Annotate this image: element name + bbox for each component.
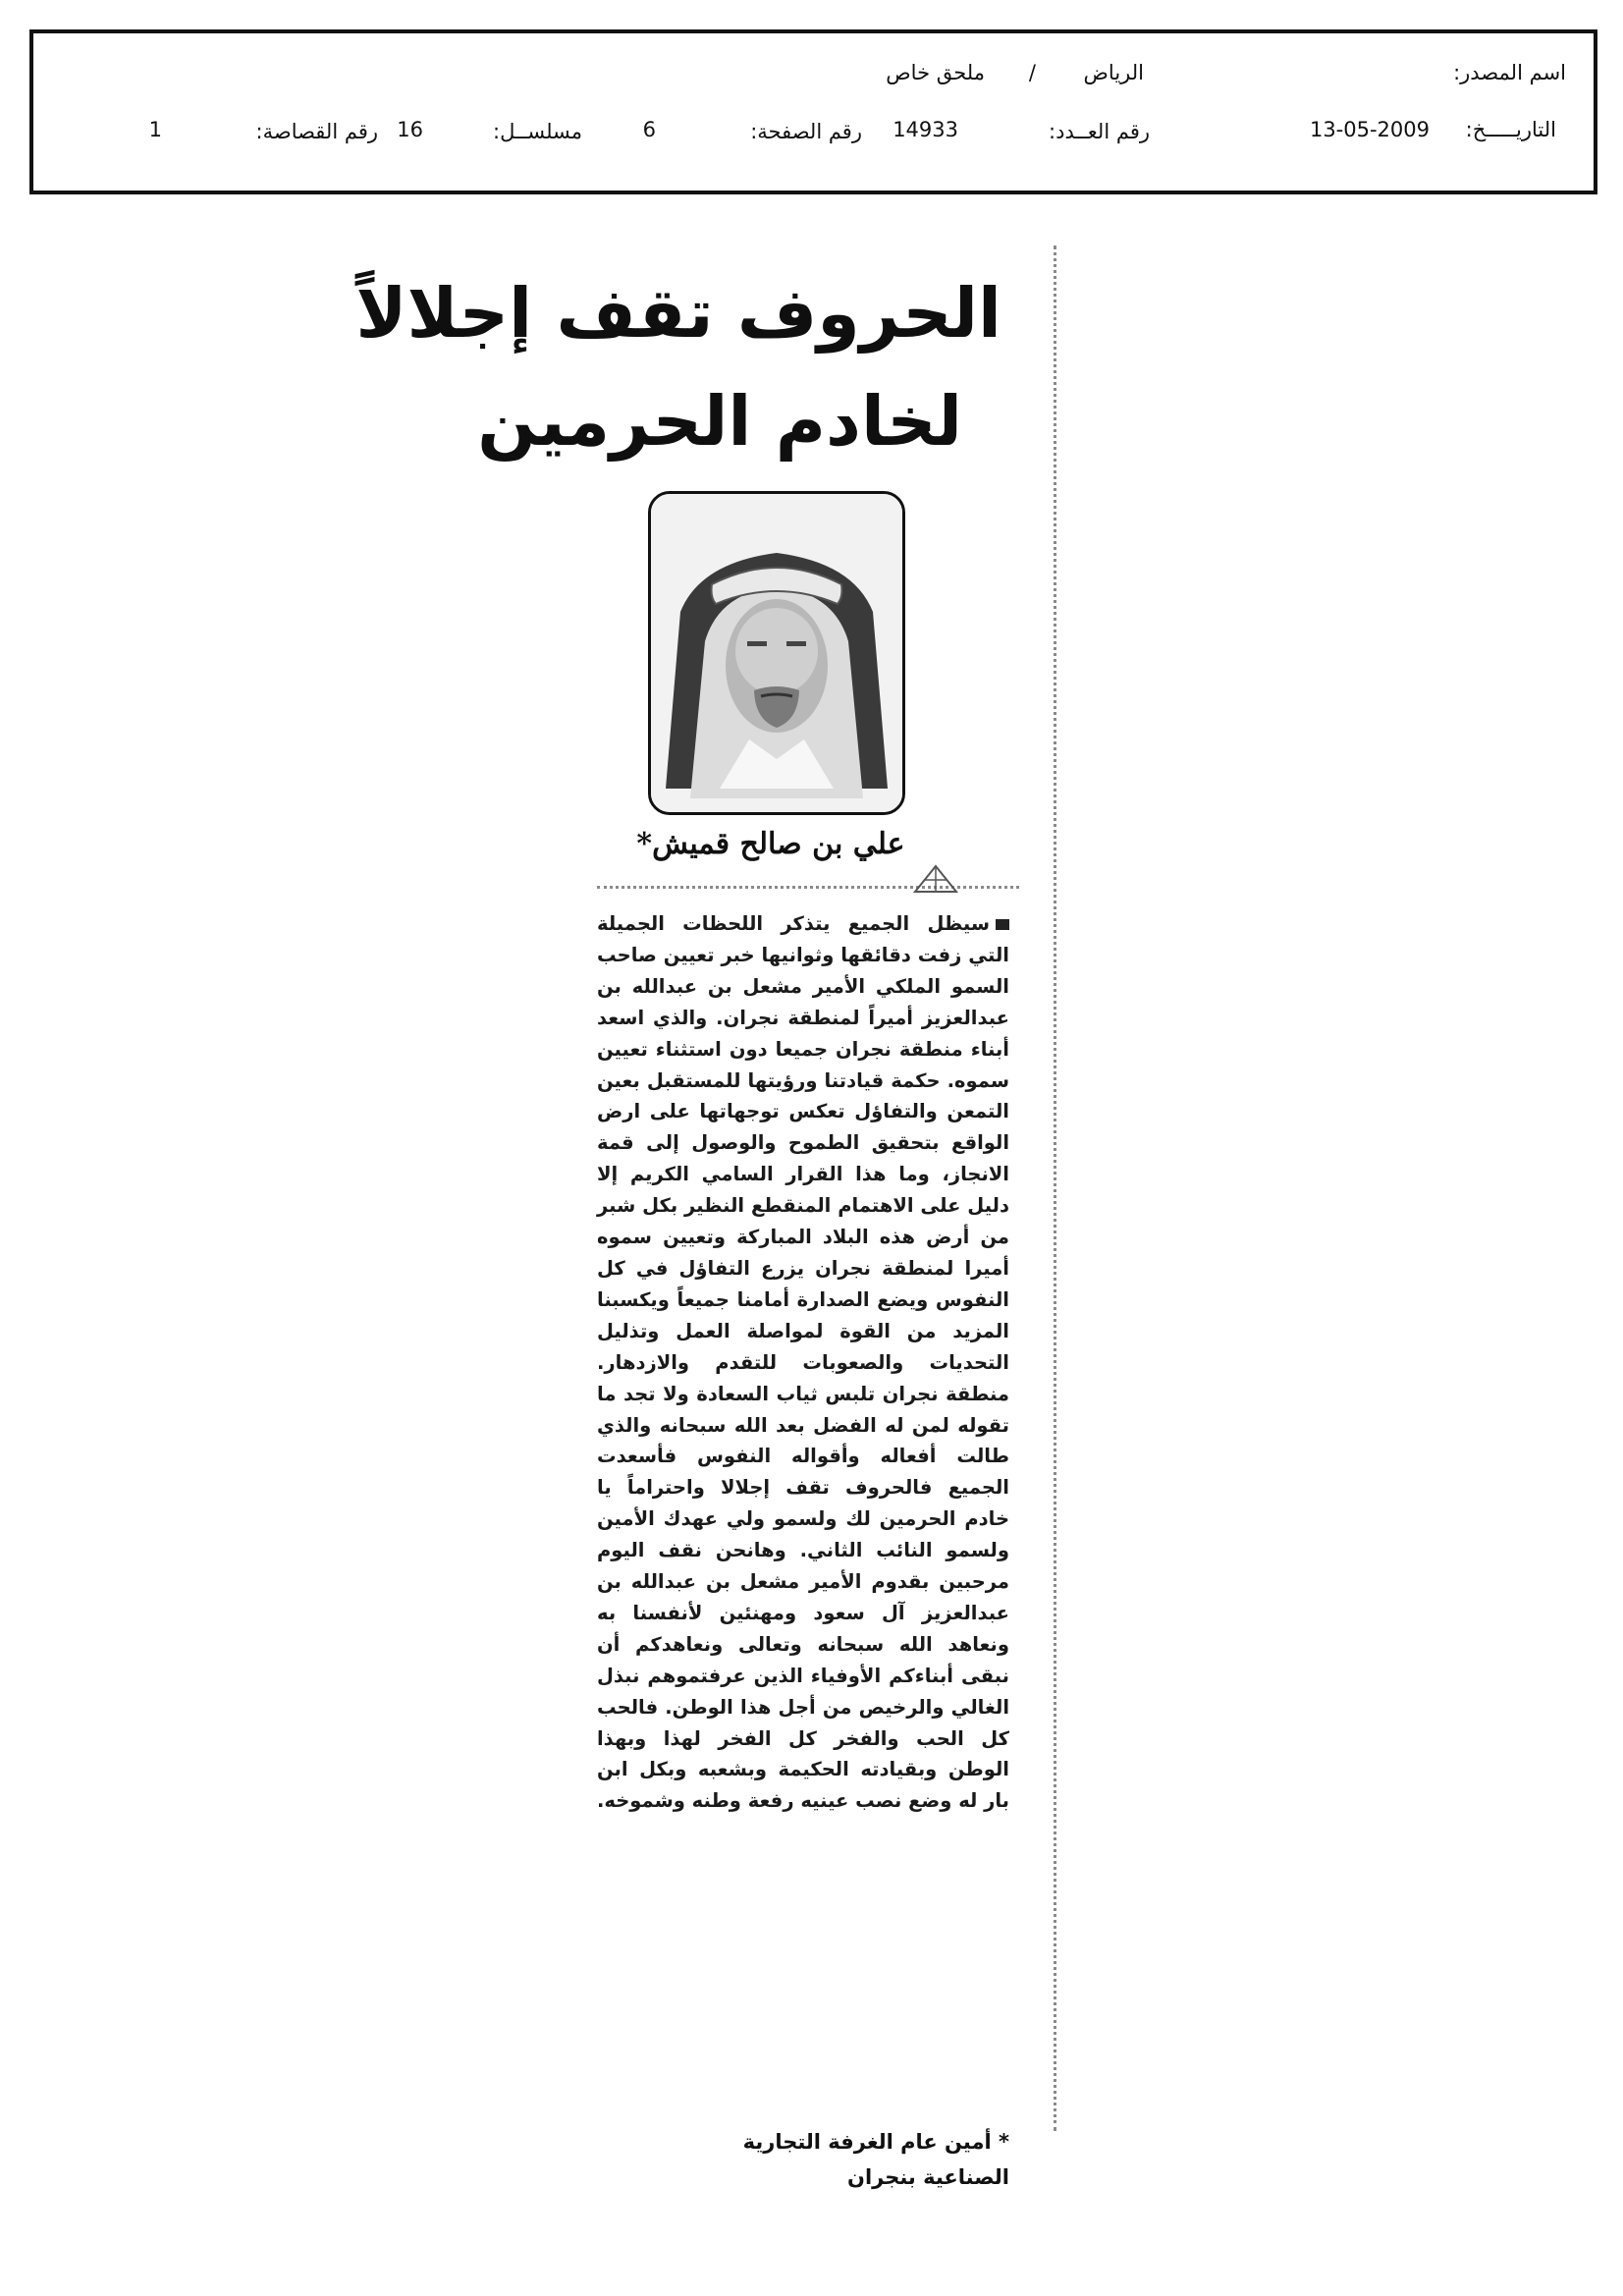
author-photo [648, 491, 905, 815]
issue-value: 14933 [893, 118, 958, 141]
footnote-line-2: الصناعية بنجران [847, 2165, 1009, 2189]
article-body [597, 908, 1009, 1817]
triangle-ornament-icon [913, 864, 958, 898]
issue-label: رقم العــدد: [1049, 120, 1150, 143]
clip-label: رقم القصاصة: [255, 120, 378, 143]
clip-value: 1 [148, 118, 162, 141]
source-value: الرياض [1083, 61, 1144, 84]
clipping-header-box [29, 29, 1597, 194]
author-byline: علي بن صالح قميش* [636, 827, 905, 861]
author-footnote [597, 2124, 1009, 2195]
serial-value: 16 [397, 118, 423, 141]
supplement-value: ملحق خاص [886, 61, 985, 84]
serial-label: مسلســل: [493, 120, 582, 143]
column-divider [1054, 246, 1056, 2131]
page-label: رقم الصفحة: [750, 120, 862, 143]
date-label: التاريـــــخ: [1465, 118, 1556, 141]
headline-line-2: لخادم الحرمين [477, 381, 962, 462]
source-label: اسم المصدر: [1453, 61, 1566, 84]
article-body-text: سيظل الجميع يتذكر اللحظات الجميلة التي زفت دقائقها وثوانيها خبر تعيين صاحب السمو الملكي الأمير مشعل بن عبدالله بن عبدالعزيز أميراً لمنطقة نجران. والذي اسعد أبناء منطقة نجران جميعا دون استثناء تعيين سموه. حكمة قيادتنا ورؤيتها للمستقبل بعين التمعن والتفاؤل تعكس توجهاتها على ارض الواقع بتحقيق الطموح والوصول إلى قمة الانجاز، وما هذا القرار السامي الكريم إلا دليل على الاهتمام المنقطع النظير بكل شبر من أرض هذه البلاد المباركة وتعيين سموه أميرا لمنطقة نجران يزرع التفاؤل في كل النفوس ويضع الصدارة أمامنا جميعاً ويكسبنا المزيد من القوة لمواصلة العمل وتذليل التحديات والصعوبات للتقدم والازدهار. منطقة نجران تلبس ثياب السعادة ولا تجد ما تقوله لمن له الفضل بعد الله سبحانه والذي طالت أفعاله وأقواله النفوس فأسعدت الجميع فالحروف تقف إجلالا واحتراماً يا خادم الحرمين لك ولسمو ولي عهدك الأمين ولسمو النائب الثاني. وهانحن نقف اليوم مرحبين بقدوم الأمير مشعل بن عبدالله بن عبدالعزيز آل سعود ومهنئين لأنفسنا به ونعاهد الله سبحانه وتعالى ونعاهدكم أن نبقى أبناءكم الأوفياء الذين عرفتموهم نبذل الغالي والرخيص من أجل هذا الوطن. فالحب كل الحب والفخر كل الفخر لهذا وبهذا الوطن وبقيادته الحكيمة وبشعبه وبكل ابن بار له وضع نصب عينيه رفعة وطنه وشموخه. [596, 912, 1009, 1813]
paragraph-bullet-icon [996, 919, 1009, 930]
page-value: 6 [642, 118, 656, 141]
date-value: 13-05-2009 [1309, 118, 1430, 141]
source-separator: / [1028, 61, 1036, 84]
footnote-line-1: * أمين عام الغرفة التجارية [742, 2130, 1009, 2154]
headline-line-1: الحروف تقف إجلالاً [355, 273, 1001, 354]
